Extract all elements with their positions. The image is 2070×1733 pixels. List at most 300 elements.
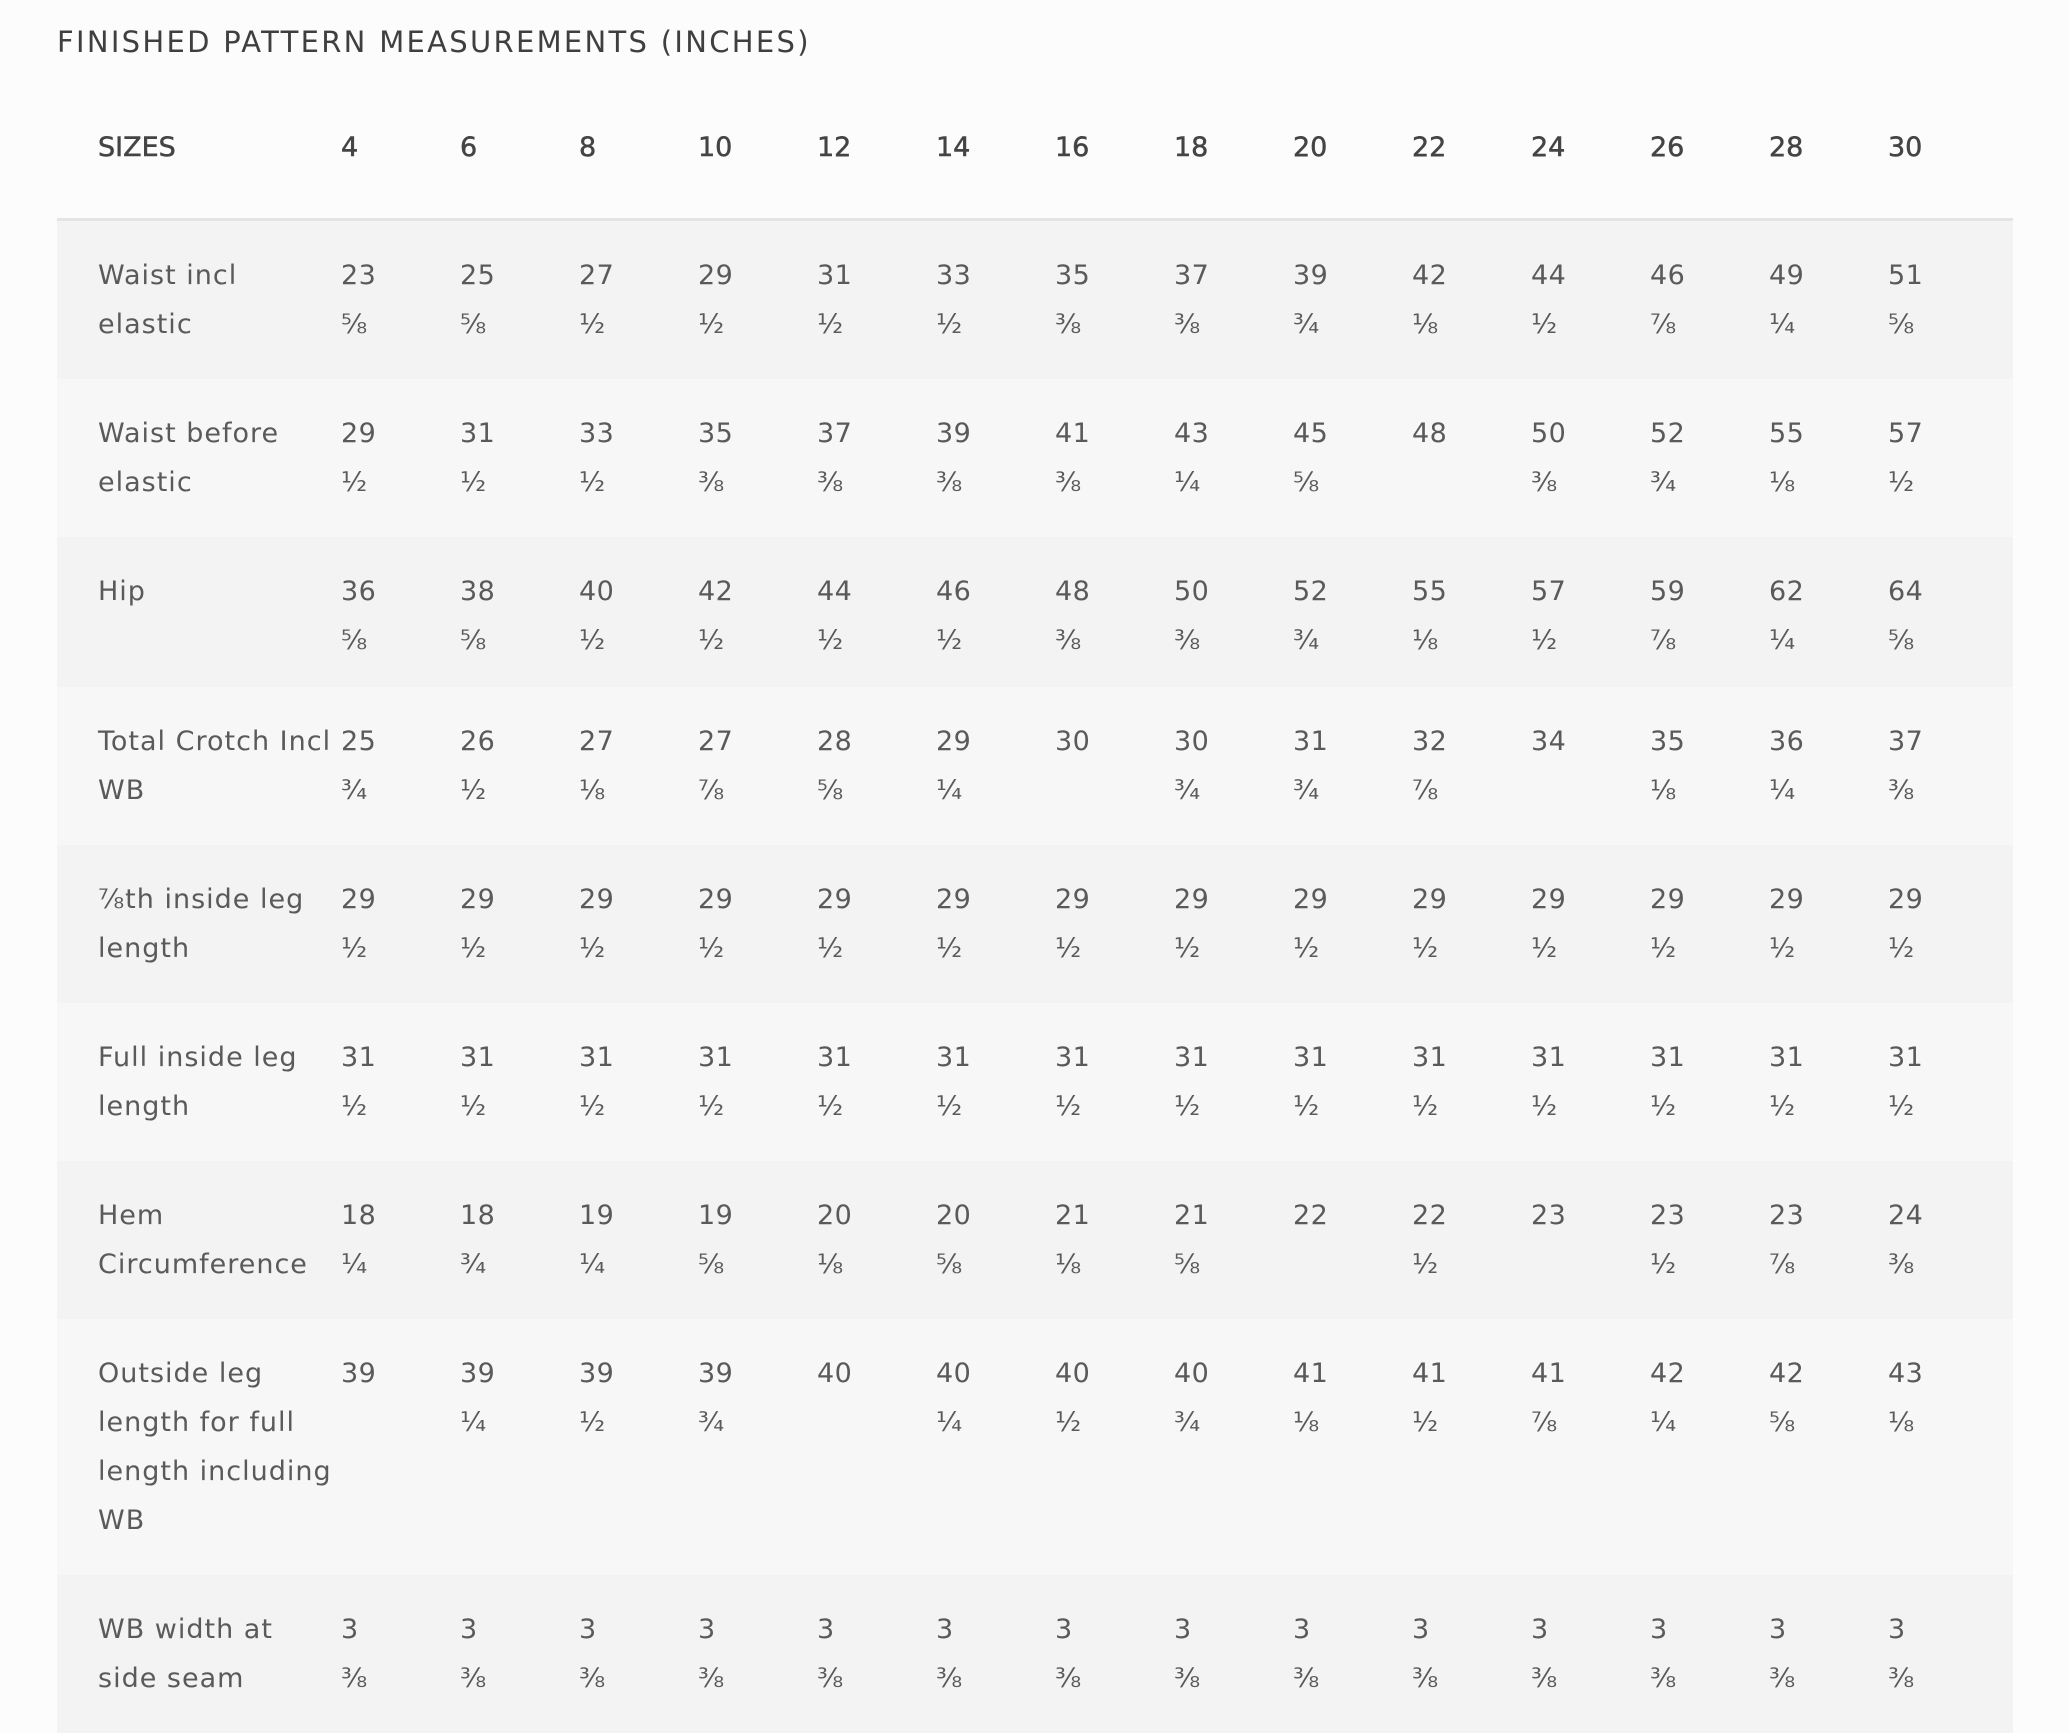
measurement-fraction: ⅜: [1650, 1662, 1677, 1694]
measurement-whole: 19: [579, 1199, 615, 1231]
measurement-fraction: ½: [817, 1090, 844, 1122]
measurement-cell: [815, 845, 934, 1003]
measurement-whole: 31: [1769, 1041, 1805, 1073]
measurement-cell: [1410, 537, 1529, 687]
measurement-fraction: ½: [1888, 932, 1915, 964]
measurement-fraction: ⅜: [1174, 308, 1201, 340]
measurement-fraction: ½: [1769, 1090, 1796, 1122]
measurement-whole: 24: [1888, 1199, 1924, 1231]
measurement-cell: [1410, 1575, 1529, 1733]
measurement-whole: 38: [460, 575, 496, 607]
measurement-whole: 23: [341, 259, 377, 291]
measurement-cell: [1529, 1575, 1648, 1733]
measurement-cell: [577, 379, 696, 537]
measurement-cell: [339, 845, 458, 1003]
table-row: [57, 1161, 2013, 1319]
measurement-whole: 33: [936, 259, 972, 291]
header-row: [57, 80, 2013, 219]
measurement-fraction: ⅜: [817, 1662, 844, 1694]
measurement-whole: 42: [1650, 1357, 1686, 1389]
measurement-whole: 22: [1293, 1199, 1329, 1231]
measurement-fraction: ½: [1531, 308, 1558, 340]
size-header: 26: [1648, 80, 1767, 219]
measurement-cell: [696, 687, 815, 845]
measurement-whole: 34: [1531, 725, 1567, 757]
measurement-whole: 46: [936, 575, 972, 607]
measurement-whole: 31: [1531, 1041, 1567, 1073]
measurement-fraction: ½: [579, 624, 606, 656]
measurement-cell: [1886, 1319, 2013, 1575]
measurement-whole: 46: [1650, 259, 1686, 291]
measurement-whole: 45: [1293, 417, 1329, 449]
measurement-fraction: ⅝: [1888, 308, 1915, 340]
measurement-fraction: ⅞: [1531, 1406, 1558, 1438]
measurement-fraction: ⅝: [817, 774, 844, 806]
measurement-cell: [577, 1003, 696, 1161]
measurement-cell: [815, 219, 934, 379]
measurement-cell: [577, 1575, 696, 1733]
measurement-cell: [1648, 1319, 1767, 1575]
measurement-cell: [577, 1161, 696, 1319]
measurement-fraction: ¾: [1293, 774, 1320, 806]
measurement-cell: [1291, 379, 1410, 537]
measurement-cell: [577, 1319, 696, 1575]
measurement-cell: [1886, 845, 2013, 1003]
measurement-whole: 25: [341, 725, 377, 757]
measurement-whole: 31: [1055, 1041, 1091, 1073]
measurement-fraction: ½: [1174, 932, 1201, 964]
measurement-whole: 31: [817, 1041, 853, 1073]
measurement-cell: [458, 687, 577, 845]
page-title: FINISHED PATTERN MEASUREMENTS (INCHES): [57, 25, 811, 59]
measurement-whole: 42: [1412, 259, 1448, 291]
measurement-fraction: ½: [579, 1406, 606, 1438]
measurement-whole: 39: [1293, 259, 1329, 291]
measurement-cell: [1172, 1575, 1291, 1733]
measurement-fraction: ½: [460, 1090, 487, 1122]
measurement-whole: 37: [1174, 259, 1210, 291]
measurement-cell: [1172, 537, 1291, 687]
measurement-fraction: ⅛: [1888, 1406, 1915, 1438]
table-row: [57, 219, 2013, 379]
measurement-whole: 3: [1055, 1613, 1073, 1645]
measurement-fraction: ⅜: [936, 1662, 963, 1694]
measurement-whole: 29: [460, 883, 496, 915]
measurement-cell: [1886, 1161, 2013, 1319]
row-label: ⅞th inside leg length: [98, 883, 305, 964]
measurement-cell: [1648, 845, 1767, 1003]
measurement-cell: [1172, 1003, 1291, 1161]
measurement-whole: 31: [460, 1041, 496, 1073]
measurement-cell: [696, 219, 815, 379]
measurement-whole: 30: [1055, 725, 1091, 757]
measurement-fraction: ⅞: [1769, 1248, 1796, 1280]
measurement-fraction: ⅛: [1412, 308, 1439, 340]
measurement-fraction: ⅛: [1650, 774, 1677, 806]
measurement-cell: [1053, 1003, 1172, 1161]
measurement-fraction: ⅜: [698, 466, 725, 498]
table-body: [57, 219, 2013, 1733]
measurement-fraction: ½: [341, 932, 368, 964]
measurement-cell: [1172, 1161, 1291, 1319]
measurement-cell: [1648, 687, 1767, 845]
measurement-fraction: ½: [698, 932, 725, 964]
measurement-whole: 31: [1650, 1041, 1686, 1073]
measurement-whole: 22: [1412, 1199, 1448, 1231]
measurement-whole: 3: [1174, 1613, 1192, 1645]
measurement-whole: 3: [698, 1613, 716, 1645]
measurement-cell: [1767, 1575, 1886, 1733]
measurement-whole: 31: [1174, 1041, 1210, 1073]
measurement-fraction: ⅛: [1055, 1248, 1082, 1280]
measurement-fraction: ¾: [1293, 624, 1320, 656]
measurement-cell: [1172, 1319, 1291, 1575]
measurement-whole: 57: [1888, 417, 1924, 449]
measurement-fraction: ¼: [579, 1248, 606, 1280]
measurement-fraction: ½: [936, 1090, 963, 1122]
measurement-cell: [339, 1575, 458, 1733]
measurement-cell: [1410, 219, 1529, 379]
measurement-fraction: ½: [579, 308, 606, 340]
measurement-whole: 25: [460, 259, 496, 291]
measurement-whole: 40: [579, 575, 615, 607]
size-header: 4: [339, 80, 458, 219]
measurement-fraction: ½: [1293, 932, 1320, 964]
measurement-cell: [815, 1319, 934, 1575]
row-label: Hem Circumference: [98, 1199, 308, 1280]
measurement-cell: [1291, 1003, 1410, 1161]
measurement-whole: 49: [1769, 259, 1805, 291]
measurement-cell: [1053, 379, 1172, 537]
measurement-fraction: ¼: [1769, 774, 1796, 806]
measurement-whole: 43: [1174, 417, 1210, 449]
measurement-fraction: ½: [1531, 1090, 1558, 1122]
measurement-cell: [1053, 1575, 1172, 1733]
sizes-header: SIZES: [57, 80, 339, 219]
measurement-cell: [458, 1575, 577, 1733]
measurement-fraction: ⅜: [817, 466, 844, 498]
measurement-whole: 29: [1412, 883, 1448, 915]
measurement-fraction: ½: [936, 308, 963, 340]
measurement-whole: 30: [1174, 725, 1210, 757]
measurement-cell: [1291, 687, 1410, 845]
measurement-whole: 57: [1531, 575, 1567, 607]
measurement-fraction: ½: [1055, 932, 1082, 964]
measurement-fraction: ⅜: [1769, 1662, 1796, 1694]
measurement-cell: [696, 1319, 815, 1575]
size-header: 18: [1172, 80, 1291, 219]
measurement-cell: [1767, 845, 1886, 1003]
measurement-fraction: ½: [460, 466, 487, 498]
measurement-fraction: ¾: [1650, 466, 1677, 498]
measurement-fraction: ¼: [1769, 308, 1796, 340]
measurement-fraction: ½: [1888, 1090, 1915, 1122]
measurement-cell: [1172, 379, 1291, 537]
measurement-cell: [1886, 219, 2013, 379]
measurement-whole: 41: [1293, 1357, 1329, 1389]
measurement-fraction: ⅞: [698, 774, 725, 806]
measurement-cell: [1291, 1161, 1410, 1319]
size-header: 30: [1886, 80, 2013, 219]
measurement-fraction: ⅜: [1293, 1662, 1320, 1694]
measurement-cell: [1529, 219, 1648, 379]
measurement-fraction: ½: [579, 932, 606, 964]
measurement-cell: [1767, 687, 1886, 845]
measurement-fraction: ⅝: [1888, 624, 1915, 656]
measurement-fraction: ¼: [460, 1406, 487, 1438]
measurement-fraction: ¾: [1174, 774, 1201, 806]
measurement-cell: [458, 537, 577, 687]
measurement-cell: [339, 219, 458, 379]
measurement-whole: 64: [1888, 575, 1924, 607]
measurement-whole: 27: [579, 725, 615, 757]
measurement-fraction: ¾: [341, 774, 368, 806]
measurement-cell: [339, 379, 458, 537]
measurement-fraction: ½: [1412, 1406, 1439, 1438]
measurement-fraction: ⅛: [579, 774, 606, 806]
measurement-whole: 50: [1531, 417, 1567, 449]
measurement-fraction: ¾: [1174, 1406, 1201, 1438]
size-header: 16: [1053, 80, 1172, 219]
measurement-fraction: ½: [1174, 1090, 1201, 1122]
measurement-cell: [815, 1161, 934, 1319]
measurement-cell: [1172, 219, 1291, 379]
measurement-whole: 37: [1888, 725, 1924, 757]
measurement-cell: [1291, 1575, 1410, 1733]
measurement-fraction: ¼: [936, 1406, 963, 1438]
measurement-whole: 52: [1293, 575, 1329, 607]
measurement-fraction: ⅜: [1888, 1662, 1915, 1694]
measurement-fraction: ⅝: [1174, 1248, 1201, 1280]
measurement-whole: 37: [817, 417, 853, 449]
table-row: [57, 1575, 2013, 1733]
measurement-fraction: ½: [1055, 1090, 1082, 1122]
measurement-cell: [1410, 1003, 1529, 1161]
measurement-whole: 3: [936, 1613, 954, 1645]
measurement-cell: [577, 219, 696, 379]
measurement-cell: [934, 1161, 1053, 1319]
measurement-whole: 39: [698, 1357, 734, 1389]
table-row: [57, 1319, 2013, 1575]
measurement-whole: 29: [698, 883, 734, 915]
measurement-fraction: ⅝: [936, 1248, 963, 1280]
measurement-whole: 23: [1531, 1199, 1567, 1231]
measurement-whole: 36: [1769, 725, 1805, 757]
measurement-fraction: ⅝: [698, 1248, 725, 1280]
measurement-cell: [1529, 845, 1648, 1003]
measurement-whole: 18: [341, 1199, 377, 1231]
measurement-cell: [1648, 1003, 1767, 1161]
measurement-whole: 31: [1293, 1041, 1329, 1073]
measurement-fraction: ⅜: [1888, 1248, 1915, 1280]
measurement-cell: [934, 1003, 1053, 1161]
measurement-whole: 31: [1412, 1041, 1448, 1073]
measurement-whole: 62: [1769, 575, 1805, 607]
measurement-cell: [1767, 1319, 1886, 1575]
measurement-cell: [815, 1575, 934, 1733]
measurement-whole: 39: [579, 1357, 615, 1389]
measurement-fraction: ½: [460, 774, 487, 806]
measurement-cell: [1053, 1319, 1172, 1575]
measurement-fraction: ½: [341, 466, 368, 498]
measurement-fraction: ½: [1650, 1090, 1677, 1122]
measurement-whole: 29: [698, 259, 734, 291]
measurement-cell: [696, 537, 815, 687]
measurement-cell: [1648, 1161, 1767, 1319]
measurement-whole: 31: [698, 1041, 734, 1073]
measurement-cell: [1410, 845, 1529, 1003]
measurement-whole: 31: [460, 417, 496, 449]
measurement-cell: [339, 687, 458, 845]
measurement-fraction: ½: [460, 932, 487, 964]
measurement-fraction: ½: [1769, 932, 1796, 964]
measurement-cell: [458, 219, 577, 379]
measurement-whole: 41: [1412, 1357, 1448, 1389]
measurement-whole: 20: [936, 1199, 972, 1231]
measurement-whole: 42: [1769, 1357, 1805, 1389]
measurement-fraction: ⅜: [1055, 624, 1082, 656]
measurement-whole: 31: [579, 1041, 615, 1073]
measurement-whole: 29: [936, 725, 972, 757]
measurement-cell: [1529, 379, 1648, 537]
measurement-cell: [1172, 845, 1291, 1003]
measurement-fraction: ½: [1888, 466, 1915, 498]
measurement-cell: [696, 1161, 815, 1319]
table-row: [57, 687, 2013, 845]
measurement-fraction: ½: [1412, 1248, 1439, 1280]
row-label: Hip: [98, 575, 146, 607]
measurement-cell: [339, 537, 458, 687]
measurement-whole: 21: [1055, 1199, 1091, 1231]
measurement-cell: [577, 845, 696, 1003]
measurement-whole: 29: [1888, 883, 1924, 915]
measurement-cell: [1529, 1161, 1648, 1319]
measurement-whole: 3: [1412, 1613, 1430, 1645]
measurement-cell: [1648, 537, 1767, 687]
measurement-cell: [1886, 1003, 2013, 1161]
measurement-cell: [1053, 687, 1172, 845]
measurement-whole: 40: [936, 1357, 972, 1389]
measurement-cell: [1648, 219, 1767, 379]
size-header: 8: [577, 80, 696, 219]
size-header: 10: [696, 80, 815, 219]
measurement-fraction: ⅛: [817, 1248, 844, 1280]
measurement-fraction: ⅜: [579, 1662, 606, 1694]
measurement-cell: [1172, 687, 1291, 845]
measurement-whole: 32: [1412, 725, 1448, 757]
measurement-fraction: ½: [1531, 932, 1558, 964]
size-header: 24: [1529, 80, 1648, 219]
measurement-fraction: ⅛: [1293, 1406, 1320, 1438]
measurement-fraction: ¼: [936, 774, 963, 806]
measurement-cell: [1886, 1575, 2013, 1733]
measurement-fraction: ½: [579, 1090, 606, 1122]
measurement-cell: [1767, 219, 1886, 379]
table-row: [57, 379, 2013, 537]
measurement-fraction: ⅝: [460, 308, 487, 340]
measurement-cell: [696, 379, 815, 537]
measurement-cell: [1767, 1003, 1886, 1161]
measurement-cell: [934, 1575, 1053, 1733]
measurement-cell: [458, 845, 577, 1003]
measurement-fraction: ⅞: [1650, 308, 1677, 340]
measurement-fraction: ⅛: [1769, 466, 1796, 498]
measurement-fraction: ¼: [1769, 624, 1796, 656]
measurement-cell: [577, 687, 696, 845]
measurement-whole: 20: [817, 1199, 853, 1231]
measurement-whole: 3: [579, 1613, 597, 1645]
measurement-cell: [1767, 379, 1886, 537]
measurement-whole: 48: [1412, 417, 1448, 449]
measurement-whole: 29: [817, 883, 853, 915]
measurement-whole: 33: [579, 417, 615, 449]
measurement-fraction: ⅝: [1293, 466, 1320, 498]
measurement-cell: [1410, 379, 1529, 537]
measurement-whole: 55: [1412, 575, 1448, 607]
size-header: 28: [1767, 80, 1886, 219]
row-label: Outside leg length for full length including WB: [98, 1357, 332, 1536]
measurement-fraction: ½: [1650, 1248, 1677, 1280]
measurement-whole: 27: [698, 725, 734, 757]
measurement-fraction: ½: [341, 1090, 368, 1122]
measurement-fraction: ½: [1531, 624, 1558, 656]
size-header: 20: [1291, 80, 1410, 219]
measurement-whole: 29: [1055, 883, 1091, 915]
measurement-whole: 29: [1769, 883, 1805, 915]
measurement-cell: [458, 1161, 577, 1319]
measurement-cell: [815, 1003, 934, 1161]
measurement-fraction: ⅝: [1769, 1406, 1796, 1438]
measurement-whole: 41: [1055, 417, 1091, 449]
measurement-whole: 39: [936, 417, 972, 449]
measurement-whole: 52: [1650, 417, 1686, 449]
row-label: Total Crotch Incl WB: [98, 725, 332, 806]
measurement-whole: 29: [1174, 883, 1210, 915]
measurement-cell: [1410, 1319, 1529, 1575]
measurement-cell: [696, 845, 815, 1003]
measurement-fraction: ⅜: [1888, 774, 1915, 806]
measurement-cell: [1648, 1575, 1767, 1733]
measurement-whole: 43: [1888, 1357, 1924, 1389]
measurement-whole: 23: [1650, 1199, 1686, 1231]
measurement-cell: [1529, 537, 1648, 687]
measurement-whole: 29: [341, 417, 377, 449]
measurement-cell: [1648, 379, 1767, 537]
table-row: [57, 1003, 2013, 1161]
measurement-whole: 18: [460, 1199, 496, 1231]
measurement-fraction: ⅜: [1174, 1662, 1201, 1694]
measurement-cell: [339, 1319, 458, 1575]
measurement-fraction: ⅜: [1412, 1662, 1439, 1694]
measurement-cell: [1410, 687, 1529, 845]
measurement-cell: [1053, 1161, 1172, 1319]
row-label: Waist incl elastic: [98, 259, 238, 340]
measurement-fraction: ½: [1412, 1090, 1439, 1122]
measurement-fraction: ½: [698, 308, 725, 340]
measurement-fraction: ¼: [1650, 1406, 1677, 1438]
measurement-cell: [458, 379, 577, 537]
measurement-fraction: ½: [936, 624, 963, 656]
measurement-fraction: ⅜: [936, 466, 963, 498]
measurement-cell: [696, 1003, 815, 1161]
measurement-cell: [1886, 537, 2013, 687]
measurements-table: [57, 80, 2013, 1733]
measurement-cell: [458, 1319, 577, 1575]
measurement-fraction: ½: [698, 624, 725, 656]
measurement-fraction: ½: [936, 932, 963, 964]
measurement-whole: 40: [817, 1357, 853, 1389]
measurement-cell: [458, 1003, 577, 1161]
